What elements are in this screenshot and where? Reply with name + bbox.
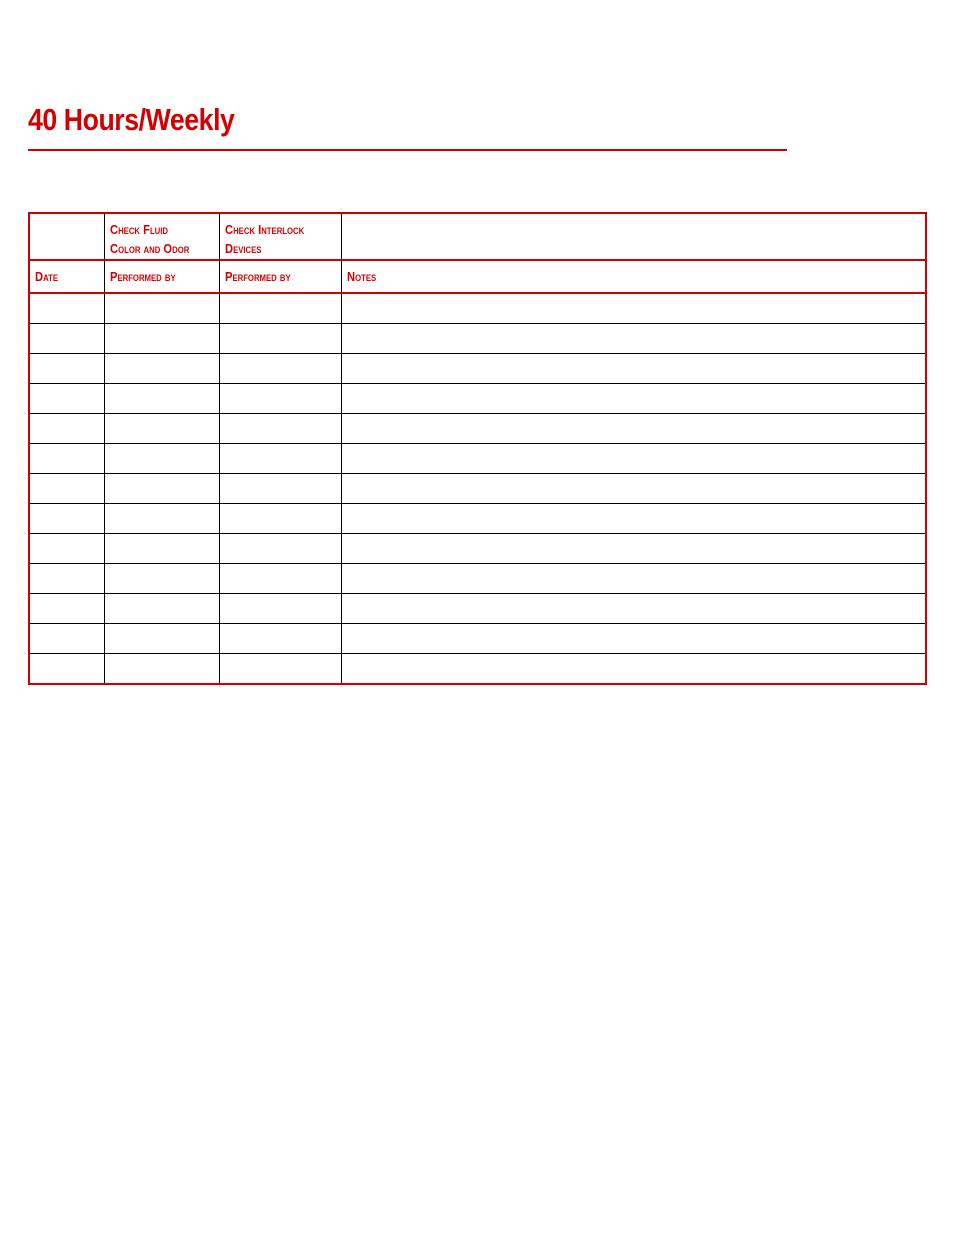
date-cell[interactable]	[29, 624, 104, 654]
table-header-top	[29, 213, 926, 260]
fluid-performed-by-cell[interactable]	[104, 474, 219, 504]
header-performed-by-fluid: Performed by	[104, 260, 219, 293]
date-cell[interactable]	[29, 444, 104, 474]
interlock-performed-by-cell[interactable]	[219, 654, 341, 685]
table-row	[29, 504, 926, 534]
notes-cell[interactable]	[341, 654, 926, 685]
date-cell[interactable]	[29, 504, 104, 534]
notes-cell[interactable]	[341, 414, 926, 444]
notes-cell[interactable]	[341, 324, 926, 354]
title-rule	[28, 149, 787, 151]
table-row	[29, 444, 926, 474]
maintenance-log-table	[28, 212, 927, 685]
notes-cell[interactable]	[341, 624, 926, 654]
header-notes: Notes	[341, 260, 926, 293]
interlock-performed-by-cell[interactable]	[219, 504, 341, 534]
notes-cell[interactable]	[341, 444, 926, 474]
date-cell[interactable]	[29, 474, 104, 504]
date-cell[interactable]	[29, 293, 104, 324]
notes-cell[interactable]	[341, 354, 926, 384]
notes-cell[interactable]	[341, 474, 926, 504]
interlock-performed-by-cell[interactable]	[219, 384, 341, 414]
fluid-performed-by-cell[interactable]	[104, 293, 219, 324]
table-row	[29, 474, 926, 504]
fluid-performed-by-cell[interactable]	[104, 324, 219, 354]
header-check-interlock-line1: Check Interlock	[224, 222, 304, 237]
page-title: 40 Hours/Weekly	[28, 102, 235, 137]
interlock-performed-by-cell[interactable]	[219, 293, 341, 324]
fluid-performed-by-cell[interactable]	[104, 564, 219, 594]
table-row	[29, 594, 926, 624]
fluid-performed-by-cell[interactable]	[104, 414, 219, 444]
fluid-performed-by-cell[interactable]	[104, 504, 219, 534]
date-cell[interactable]	[29, 564, 104, 594]
header-cell-empty-notes	[341, 213, 926, 260]
date-cell[interactable]	[29, 384, 104, 414]
table-row	[29, 414, 926, 444]
notes-cell[interactable]	[341, 534, 926, 564]
notes-cell[interactable]	[341, 564, 926, 594]
table-row	[29, 354, 926, 384]
fluid-performed-by-cell[interactable]	[104, 654, 219, 685]
header-check-interlock-line2: Devices	[224, 241, 261, 256]
table-header-bottom	[29, 260, 926, 293]
table-row	[29, 293, 926, 324]
header-cell-empty	[29, 213, 104, 260]
date-cell[interactable]	[29, 654, 104, 685]
header-check-fluid	[104, 213, 219, 260]
interlock-performed-by-cell[interactable]	[219, 324, 341, 354]
table-row	[29, 654, 926, 685]
header-check-fluid-line1: Check Fluid	[109, 222, 168, 237]
notes-cell[interactable]	[341, 384, 926, 414]
interlock-performed-by-cell[interactable]	[219, 414, 341, 444]
interlock-performed-by-cell[interactable]	[219, 444, 341, 474]
notes-cell[interactable]	[341, 594, 926, 624]
date-cell[interactable]	[29, 354, 104, 384]
fluid-performed-by-cell[interactable]	[104, 534, 219, 564]
date-cell[interactable]	[29, 594, 104, 624]
notes-cell[interactable]	[341, 504, 926, 534]
interlock-performed-by-cell[interactable]	[219, 564, 341, 594]
table-row	[29, 384, 926, 414]
date-cell[interactable]	[29, 414, 104, 444]
interlock-performed-by-cell[interactable]	[219, 474, 341, 504]
fluid-performed-by-cell[interactable]	[104, 624, 219, 654]
fluid-performed-by-cell[interactable]	[104, 444, 219, 474]
fluid-performed-by-cell[interactable]	[104, 354, 219, 384]
table-row	[29, 624, 926, 654]
interlock-performed-by-cell[interactable]	[219, 534, 341, 564]
date-cell[interactable]	[29, 534, 104, 564]
header-check-fluid-line2: Color and Odor	[109, 241, 189, 256]
table-row	[29, 534, 926, 564]
notes-cell[interactable]	[341, 293, 926, 324]
table-row	[29, 324, 926, 354]
date-cell[interactable]	[29, 324, 104, 354]
fluid-performed-by-cell[interactable]	[104, 594, 219, 624]
interlock-performed-by-cell[interactable]	[219, 354, 341, 384]
table-row	[29, 564, 926, 594]
header-check-interlock	[219, 213, 341, 260]
interlock-performed-by-cell[interactable]	[219, 624, 341, 654]
header-performed-by-interlock: Performed by	[219, 260, 341, 293]
header-date: Date	[29, 260, 104, 293]
fluid-performed-by-cell[interactable]	[104, 384, 219, 414]
interlock-performed-by-cell[interactable]	[219, 594, 341, 624]
